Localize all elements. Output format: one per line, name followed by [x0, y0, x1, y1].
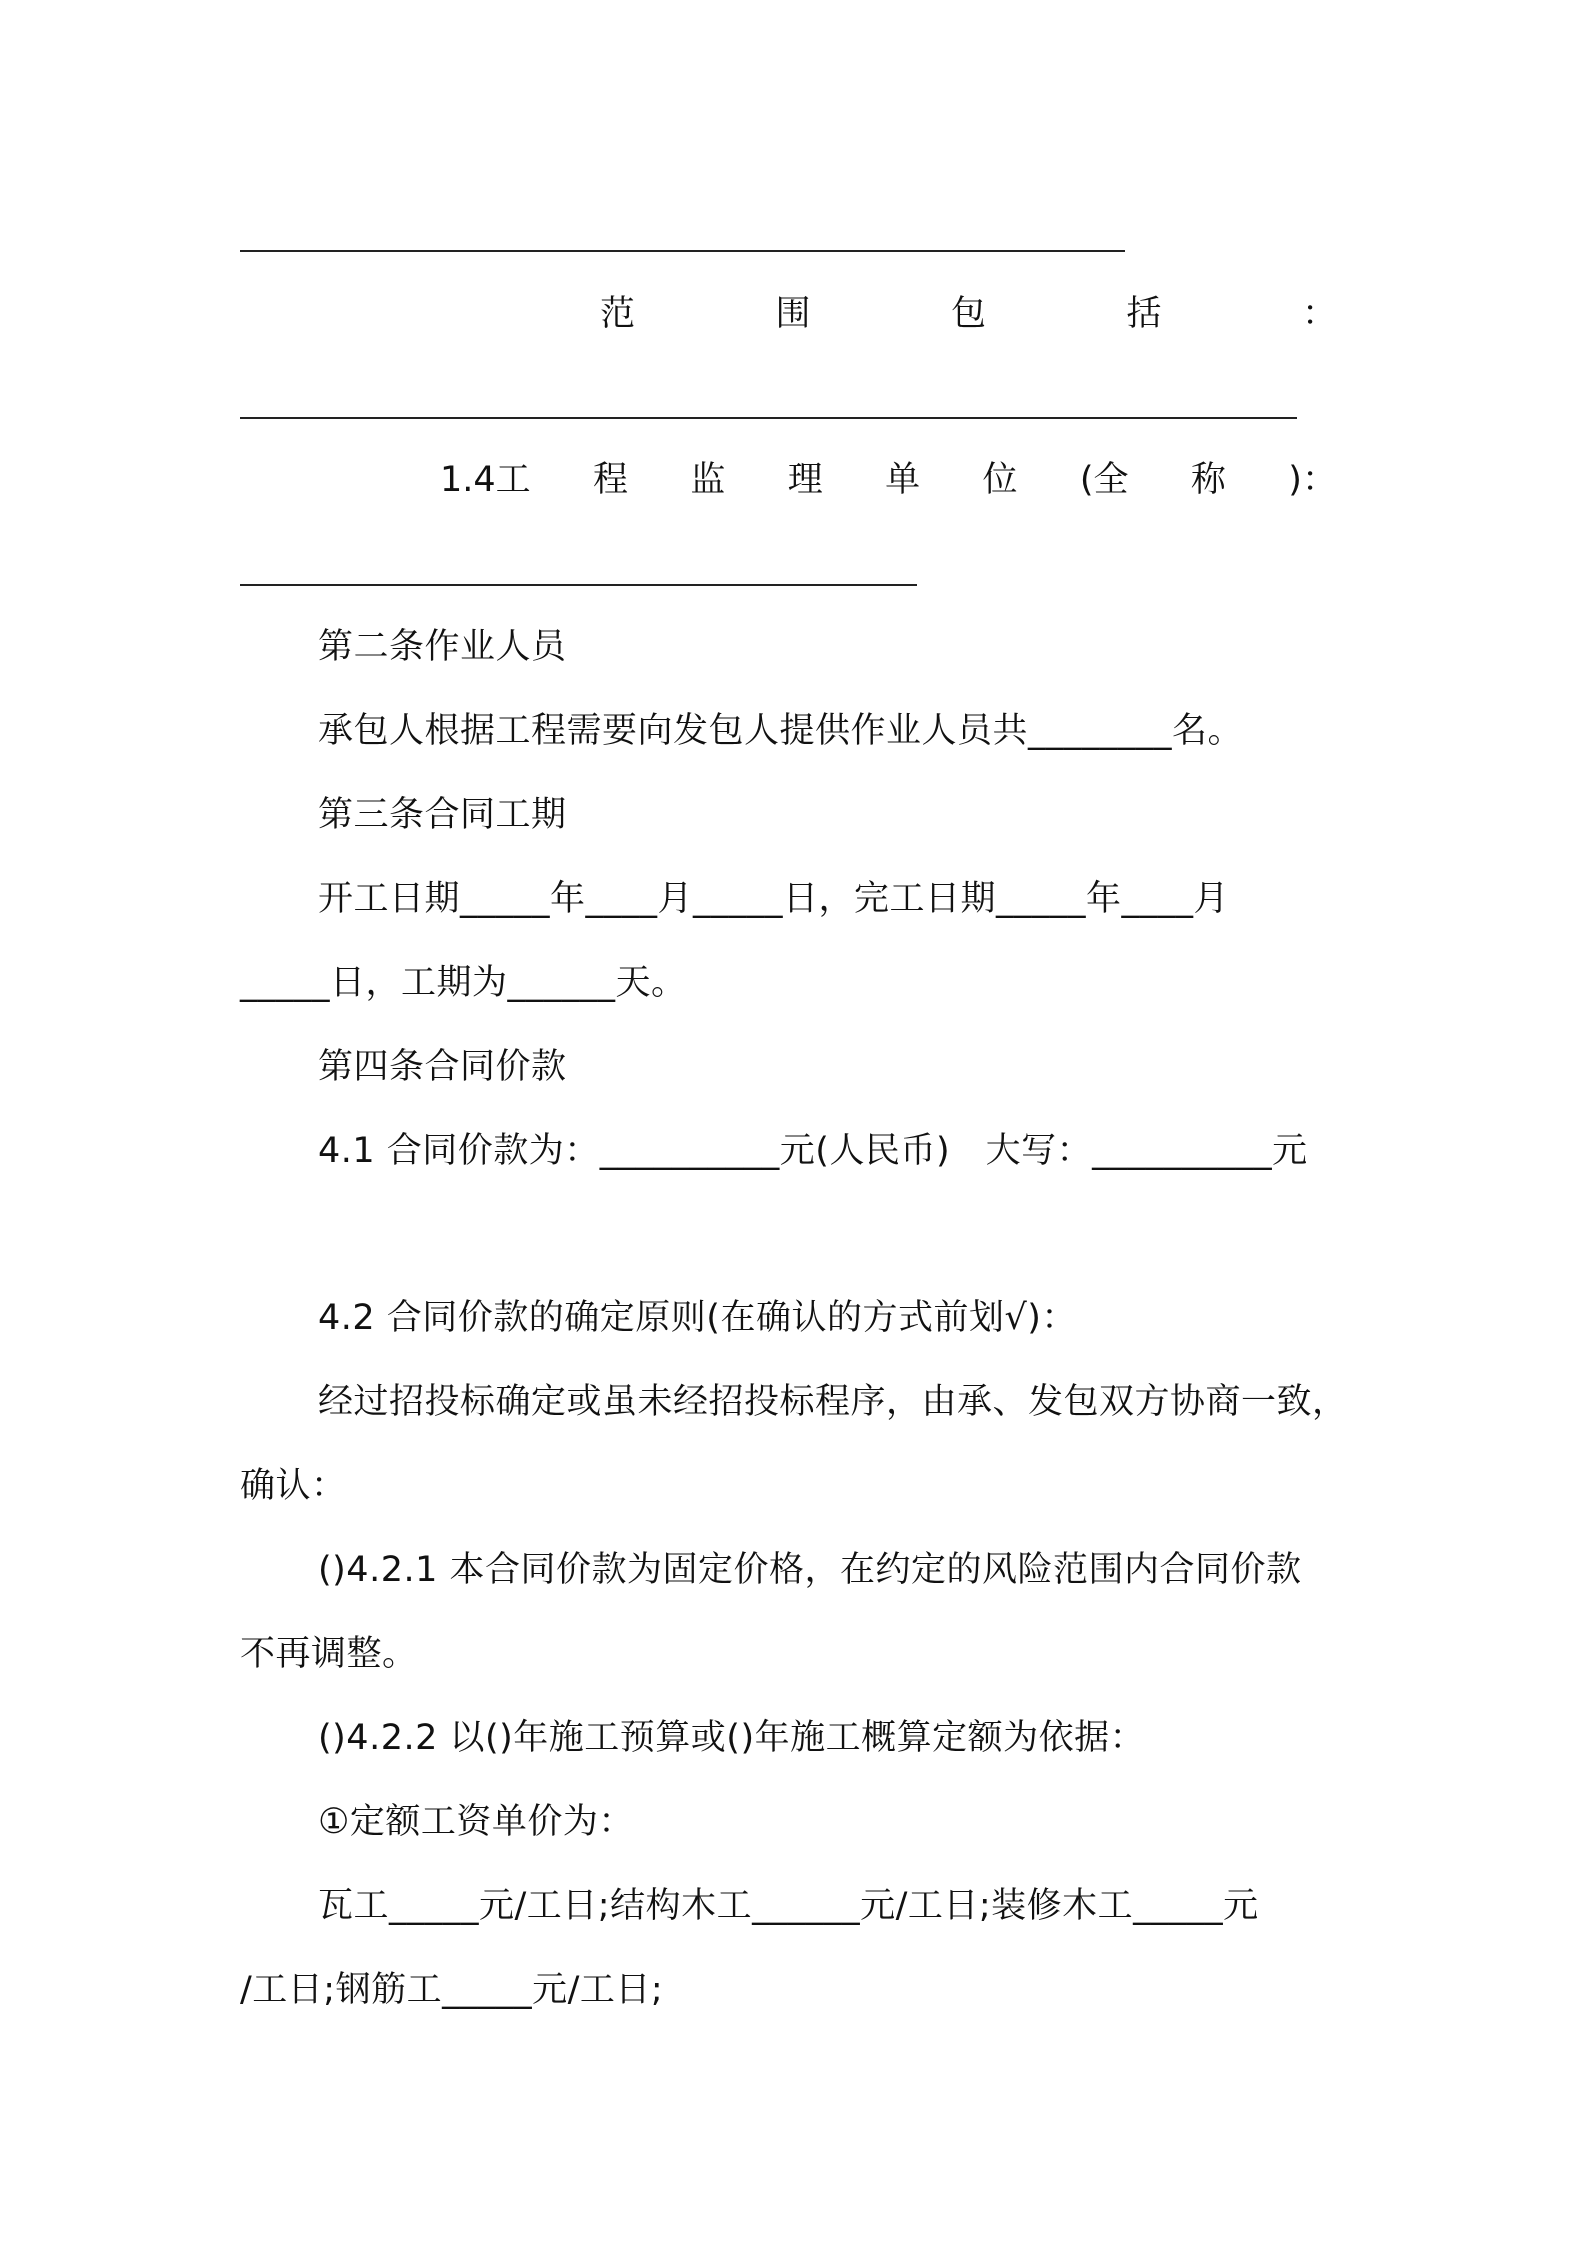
- supervisor-char: 称: [1190, 460, 1226, 500]
- price-line: 4.1 合同价款为：__________元(人民币) 大写：__________元: [318, 1131, 1308, 1171]
- article3-heading: 第三条合同工期: [318, 795, 567, 835]
- supervisor-char: 单: [885, 460, 921, 500]
- scope-char: 围: [775, 294, 811, 334]
- scope-char: ：: [1301, 294, 1337, 334]
- negotiation-line2: 确认：: [240, 1466, 347, 1506]
- supervisor-char: 位: [982, 460, 1018, 500]
- supervisor-char: 监: [690, 460, 726, 500]
- article2-heading: 第二条作业人员: [318, 627, 567, 667]
- blank-line-supervisor: [240, 584, 917, 586]
- article3-text-line1: 开工日期_____年____月_____日，完工日期_____年____月: [318, 879, 1230, 919]
- wage-line2: /工日;钢筋工_____元/工日;: [240, 1970, 664, 2010]
- blank-line-scope: [240, 417, 1297, 419]
- supervisor-char: 程: [593, 460, 629, 500]
- negotiation-line1: 经过招投标确定或虽未经招投标程序，由承、发包双方协商一致，: [318, 1382, 1348, 1422]
- scope-heading: [600, 290, 1337, 338]
- blank-line-top: [240, 250, 1125, 252]
- supervisor-char: 理: [787, 460, 823, 500]
- scope-char: 包: [950, 294, 986, 334]
- item-422-line: ()4.2.2 以()年施工预算或()年施工概算定额为依据：: [318, 1718, 1146, 1758]
- supervisor-heading: [440, 456, 1337, 504]
- scope-char: 范: [600, 294, 636, 334]
- item-421-line2: 不再调整。: [240, 1634, 418, 1674]
- article4-heading: 第四条合同价款: [318, 1047, 567, 1087]
- item-421-line1: ()4.2.1 本合同价款为固定价格，在约定的风险范围内合同价款: [318, 1550, 1302, 1590]
- article3-text-line2: _____日，工期为______天。: [240, 963, 687, 1003]
- wage-heading: ①定额工资单价为：: [318, 1802, 634, 1842]
- article2-text: 承包人根据工程需要向发包人提供作业人员共________名。: [318, 711, 1244, 751]
- supervisor-char: 1.4工: [440, 460, 531, 500]
- scope-char: 括: [1126, 294, 1162, 334]
- supervisor-char: )：: [1288, 460, 1337, 500]
- supervisor-char: (全: [1079, 460, 1129, 500]
- wage-line1: 瓦工_____元/工日;结构木工______元/工日;装修木工_____元: [318, 1886, 1259, 1926]
- principle-line: 4.2 合同价款的确定原则(在确认的方式前划√)：: [318, 1298, 1077, 1338]
